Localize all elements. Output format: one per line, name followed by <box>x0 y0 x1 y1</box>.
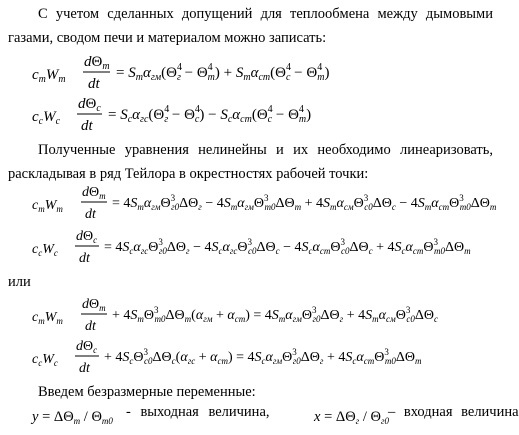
paragraph-intro <box>8 2 493 50</box>
svg-text:= Scαгс(Θ4г − Θ4c) − Scαcm(Θ4c: = $S_c\alpha_{гс}(\Theta^4$ $г - \Theta^4$ $c) - S_c\alpha_{cm}(\Theta^4$ $c - \Theta^4$ m) <box>108 104 312 125</box>
svg-text:= 4ScαгсΘ3г0ΔΘг − 4ScαгсΘ3c0ΔΘ: = $4S_c\alpha_{гс}\Theta^3$ $г0\Delta\Theta_г - 4S_c\alpha_{гс}\Theta^3$ $c0\Delta\Theta_c - 4S_c\alpha_{cm}\Theta^3$ $c0\Delta\Theta_c + 4S_c\alpha_{cm}\Theta^3$ $m0\Delta\Theta_m$ <box>104 237 471 256</box>
svg-text:dΘc: $d\Theta_c$ <box>78 96 101 114</box>
equation-4 <box>32 226 500 268</box>
paragraph-linearize <box>8 138 493 186</box>
svg-text:= Smαгм(Θ4г − Θ4m) + Smαcm(Θ4c: = $S_m\alpha_{гм}(\Theta^4$ $г - \Theta^4$ $m) + S_m\alpha_{cm}(\Theta^4$ $c - \Theta^4$ m) <box>116 62 330 83</box>
variables-definition-line <box>32 402 519 430</box>
equation-5 <box>32 294 492 336</box>
svg-text:dt: dt <box>79 361 90 376</box>
svg-text:dΘm: $d\Theta_m$ <box>82 185 106 201</box>
equation-3 <box>32 182 500 224</box>
equation-6 <box>32 336 492 378</box>
paragraph-intro-text: С учетом сделанных допущений для теплообмена между дымовыми газами, сводом печи и материалом можно записать: <box>8 6 493 46</box>
svg-text:cmWm: $c_mW_m$ <box>32 310 63 326</box>
svg-text:ccWc: $c_cW_c$ <box>32 109 61 127</box>
equation-1 <box>32 52 332 94</box>
svg-text:dt: dt <box>85 207 96 222</box>
input-variable-formula: $x = \Delta\Theta_г / \Theta_{г0}$ <box>314 409 389 426</box>
svg-text:cmWm: $c_mW_m$ <box>32 67 66 85</box>
svg-text:dt: dt <box>81 118 93 134</box>
paragraph-linearize-text: Полученные уравнения нелинейны и их необходимо линеаризовать, раскладывая в ряд Тейлора в окрестностях рабочей точки: <box>8 142 493 182</box>
svg-text:dt: dt <box>85 319 96 334</box>
svg-text:dt: dt <box>79 251 90 266</box>
output-variable-label: - выходная величина, <box>126 404 270 420</box>
equation-2 <box>32 94 332 136</box>
svg-text:ccWc: $c_cW_c$ <box>32 242 58 258</box>
svg-text:cmWm: $c_mW_m$ <box>32 198 63 214</box>
svg-text:+ 4ScΘ3c0ΔΘc(αгс + αcm) = 4Scα: + $4S_c\Theta^3$ $c0\Delta\Theta_c(\alpha_{гс} + \alpha_{cm}) = 4S_c\alpha_{гм}\Theta^3$ $г0\Delta\Theta_г + 4S_c\alpha_{cm}\Theta^3$ $m0\Delta\Theta_m$ <box>104 347 422 366</box>
svg-text:dΘm: $d\Theta_m$ <box>84 54 110 72</box>
svg-text:+ 4SmΘ3m0ΔΘm(αгм + αcm) = 4Smα: + $4S_m\Theta^3$ $m0\Delta\Theta_m(\alpha_{гм} + \alpha_{cm}) = 4S_m\alpha_{гм}\Theta^3$ $г0\Delta\Theta_г + 4S_m\alpha_{cм}\Theta^3$ $c0\Delta\Theta_c$ <box>112 305 438 324</box>
svg-text:ccWc: $c_cW_c$ <box>32 352 58 368</box>
svg-text:dΘm: $d\Theta_m$ <box>82 297 106 313</box>
svg-text:dt: dt <box>88 76 100 92</box>
svg-text:dΘc: $d\Theta_c$ <box>76 339 98 355</box>
conjunction-or: или <box>8 274 31 290</box>
paragraph-dimensionless-text: Введем безразмерные переменные: <box>38 384 256 400</box>
output-variable-formula: $y = \Delta\Theta_m / \Theta_{m0}$ <box>32 409 113 426</box>
svg-text:= 4SmαгмΘ3г0ΔΘг − 4SmαгмΘ3m0ΔΘ: = $4S_m\alpha_{гм}\Theta^3$ $г0\Delta\Theta_г - 4S_m\alpha_{гм}\Theta^3$ $m0\Delta\Theta_m + 4S_m\alpha_{cм}\Theta^3$ $c0\Delta\Theta_c - 4S_m\alpha_{cm}\Theta^3$ $m0\Delta\Theta_m$ <box>112 193 497 212</box>
paragraph-dimensionless <box>8 380 493 404</box>
input-variable-label: – входная величина <box>388 404 519 420</box>
svg-text:dΘc: $d\Theta_c$ <box>76 229 98 245</box>
